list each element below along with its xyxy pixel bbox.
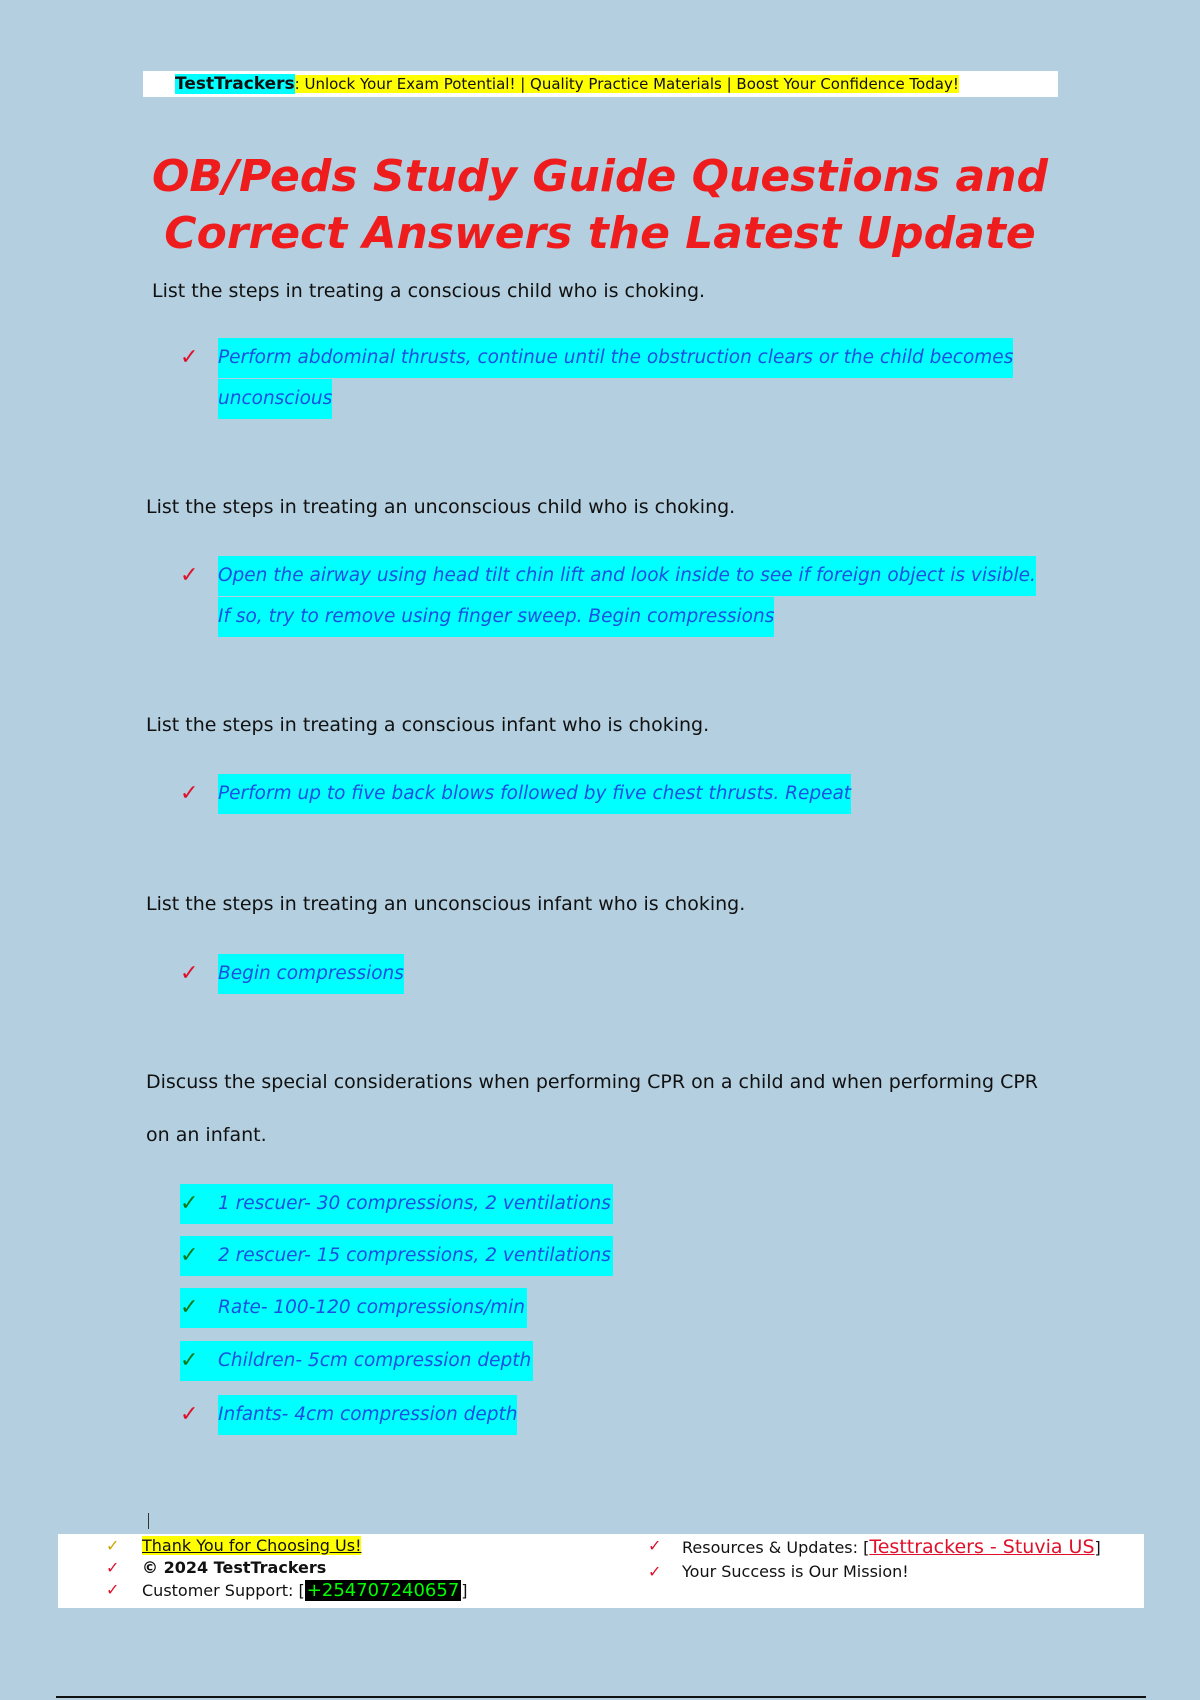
footer-copyright: © 2024 TestTrackers (142, 1558, 327, 1577)
checkmark-icon: ✓ (106, 1536, 120, 1555)
title-line-2: Correct Answers the Latest Update (164, 208, 1036, 259)
resources-link[interactable]: Testtrackers - Stuvia US (869, 1536, 1095, 1558)
answer-3 (180, 774, 851, 814)
checkmark-icon: ✓ (180, 1402, 199, 1427)
answer-5-text-5: Infants- 4cm compression depth (218, 1395, 517, 1435)
answer-5-item-3 (180, 1288, 527, 1328)
checkmark-icon: ✓ (106, 1580, 120, 1599)
page-title (120, 148, 1080, 262)
answer-5-text-3: Rate- 100-120 compressions/min (218, 1297, 526, 1318)
footer-support (142, 1580, 468, 1601)
question-5-line-2: on an infant. (146, 1124, 267, 1146)
answer-4-line-1: Begin compressions (218, 954, 404, 994)
answer-1-cont (180, 379, 332, 419)
answer-5-text-4: Children- 5cm compression depth (218, 1350, 532, 1371)
answer-2-line-2: If so, try to remove using finger sweep. Begin compressions (218, 597, 774, 637)
checkmark-icon: ✓ (180, 1191, 199, 1216)
brand-name: TestTrackers (175, 74, 295, 94)
footer-mission: Your Success is Our Mission! (682, 1562, 909, 1581)
checkmark-icon: ✓ (180, 1348, 199, 1373)
answer-5-item-5 (180, 1395, 517, 1435)
checkmark-icon: ✓ (180, 563, 199, 588)
support-close: ] (461, 1581, 468, 1600)
answer-1-line-1: Perform abdominal thrusts, continue until the obstruction clears or the child becomes (218, 338, 1013, 378)
title-line-1: OB/Peds Study Guide Questions and (151, 151, 1049, 202)
banner-tagline: : Unlock Your Exam Potential! | Quality Practice Materials | Boost Your Confidence Today! (294, 75, 959, 93)
text-cursor (148, 1513, 149, 1529)
answer-1-line-2: unconscious (218, 379, 332, 419)
answer-4 (180, 954, 404, 994)
answer-5-item-1 (180, 1184, 613, 1224)
footer (58, 1534, 1144, 1608)
banner-text (175, 73, 959, 95)
answer-5-text-1: 1 rescuer- 30 compressions, 2 ventilations (218, 1193, 611, 1214)
checkmark-icon: ✓ (180, 781, 199, 806)
checkmark-icon: ✓ (180, 1295, 199, 1320)
answer-3-line-1: Perform up to five back blows followed by five chest thrusts. Repeat (218, 774, 851, 814)
support-phone[interactable]: +254707240657 (306, 1580, 460, 1601)
answer-5-item-2 (180, 1236, 613, 1276)
answer-5-text-2: 2 rescuer- 15 compressions, 2 ventilations (218, 1245, 611, 1266)
bottom-divider (56, 1696, 1146, 1698)
question-5-line-1: Discuss the special considerations when performing CPR on a child and when performing CPR (146, 1071, 1038, 1093)
question-4: List the steps in treating an unconscious infant who is choking. (146, 893, 746, 915)
answer-2-line-1: Open the airway using head tilt chin lift and look inside to see if foreign object is visible. (218, 556, 1036, 596)
answer-2-cont (180, 597, 774, 637)
header-banner (143, 71, 1058, 97)
support-label: Customer Support: [ (142, 1581, 305, 1600)
checkmark-icon: ✓ (180, 1243, 199, 1268)
footer-thanks: Thank You for Choosing Us! (142, 1536, 362, 1555)
question-2: List the steps in treating an unconscious child who is choking. (146, 496, 736, 518)
checkmark-icon: ✓ (180, 345, 199, 370)
checkmark-icon: ✓ (106, 1558, 120, 1577)
question-1: List the steps in treating a conscious child who is choking. (152, 280, 706, 302)
resources-label: Resources & Updates: [ (682, 1538, 870, 1557)
answer-1 (180, 338, 1013, 378)
resources-close: ] (1094, 1538, 1101, 1557)
question-3: List the steps in treating a conscious infant who is choking. (146, 714, 710, 736)
footer-resources (682, 1536, 1101, 1558)
answer-5-item-4 (180, 1341, 533, 1381)
checkmark-icon: ✓ (180, 961, 199, 986)
checkmark-icon: ✓ (648, 1536, 662, 1555)
answer-2 (180, 556, 1036, 596)
checkmark-icon: ✓ (648, 1562, 662, 1581)
